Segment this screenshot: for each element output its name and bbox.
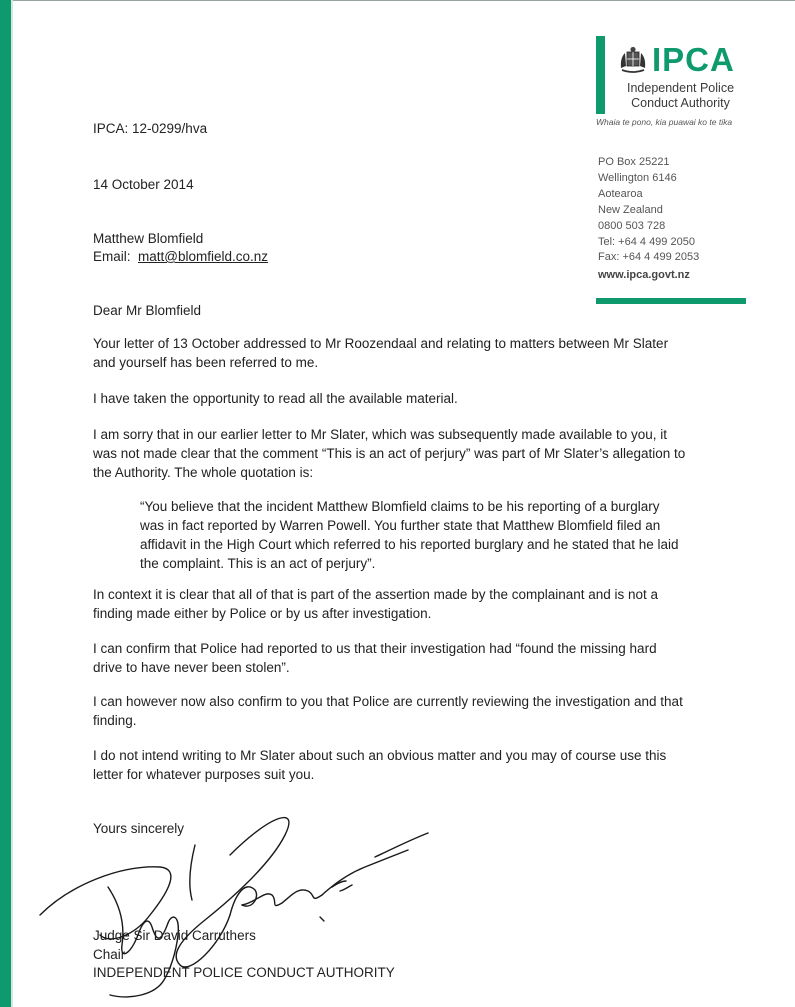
reference-number: IPCA: 12-0299/hva bbox=[93, 121, 208, 136]
salutation: Dear Mr Blomfield bbox=[93, 303, 202, 318]
paragraph-line: was not made clear that the comment “This is an act of perjury” was part of Mr Slater’s allegation to bbox=[93, 446, 686, 461]
paragraph-line: and yourself has been referred to me. bbox=[93, 355, 319, 370]
address-line: PO Box 25221 bbox=[598, 156, 670, 168]
recipient-name: Matthew Blomfield bbox=[93, 231, 204, 246]
address-line: Wellington 6146 bbox=[598, 172, 677, 184]
logo-subtitle-line-1: Independent Police bbox=[626, 81, 735, 95]
paragraph-4 bbox=[93, 585, 703, 623]
fax-number: Fax: +64 4 499 2053 bbox=[598, 251, 700, 263]
logo-green-bar bbox=[596, 36, 605, 114]
quotation-block bbox=[140, 497, 720, 573]
quotation-line: was in fact reported by Warren Powell. You further state that Matthew Blomfield filed an bbox=[140, 518, 661, 533]
website-link[interactable]: www.ipca.govt.nz bbox=[598, 269, 690, 281]
paragraph-line: I am sorry that in our earlier letter to Mr Slater, which was subsequently made available to you, it bbox=[93, 427, 668, 442]
quotation-line: the complaint. This is an act of perjury”. bbox=[140, 556, 376, 571]
postal-address bbox=[598, 154, 677, 218]
signatory-organisation: INDEPENDENT POLICE CONDUCT AUTHORITY bbox=[93, 965, 395, 980]
logo-wordmark: IPCA bbox=[652, 41, 735, 78]
left-margin-bar bbox=[0, 0, 11, 1007]
paragraph-6 bbox=[93, 692, 703, 730]
paragraph-line: finding made either by Police or by us after investigation. bbox=[93, 606, 432, 621]
closing: Yours sincerely bbox=[93, 821, 185, 836]
paragraph-1 bbox=[93, 334, 703, 372]
address-line: Aotearoa bbox=[598, 188, 643, 200]
paragraph-line: Your letter of 13 October addressed to Mr Roozendaal and relating to matters between Mr Slater bbox=[93, 336, 669, 351]
ipca-logo bbox=[596, 36, 746, 114]
email-link[interactable]: matt@blomfield.co.nz bbox=[138, 249, 269, 264]
address-line: New Zealand bbox=[598, 204, 663, 216]
email-label: Email: bbox=[93, 249, 131, 264]
paragraph-3 bbox=[93, 425, 703, 482]
paragraph-5 bbox=[93, 639, 703, 677]
logo-motto: Whaia te pono, kia puawai ko te tika bbox=[596, 117, 733, 127]
paragraph-7 bbox=[93, 746, 703, 784]
paragraph-line: I have taken the opportunity to read all the available material. bbox=[93, 391, 458, 406]
telephone-number: Tel: +64 4 499 2050 bbox=[598, 235, 695, 248]
letter-date: 14 October 2014 bbox=[93, 177, 194, 192]
logo-subtitle bbox=[618, 81, 743, 111]
paragraph-line: I can however now also confirm to you that Police are currently reviewing the investigation and that bbox=[93, 694, 683, 709]
nz-coat-of-arms-icon bbox=[618, 46, 648, 74]
paragraph-line: letter for whatever purposes suit you. bbox=[93, 767, 315, 782]
paragraph-line: I do not intend writing to Mr Slater about such an obvious matter and you may of course use this bbox=[93, 748, 667, 763]
quotation-line: affidavit in the High Court which referred to his reported burglary and he stated that he laid bbox=[140, 537, 679, 552]
header-green-rule bbox=[596, 298, 746, 304]
signatory-name: Judge Sir David Carruthers bbox=[93, 928, 256, 943]
signatory-title: Chair bbox=[93, 947, 126, 962]
paragraph-line: drive to have never been stolen”. bbox=[93, 660, 290, 675]
paragraph-line: I can confirm that Police had reported to us that their investigation had “found the missing hard bbox=[93, 641, 657, 656]
paragraph-line: finding. bbox=[93, 713, 137, 728]
handwritten-signature bbox=[30, 795, 460, 1005]
paragraph-2 bbox=[93, 389, 703, 408]
page-top-border bbox=[0, 0, 795, 1]
freephone-number: 0800 503 728 bbox=[598, 220, 666, 232]
logo-subtitle-line-2: Conduct Authority bbox=[631, 96, 730, 110]
recipient-email-line bbox=[93, 247, 268, 266]
left-margin-bar-highlight bbox=[11, 0, 13, 1007]
paragraph-line: the Authority. The whole quotation is: bbox=[93, 465, 314, 480]
quotation-line: “You believe that the incident Matthew Blomfield claims to be his reporting of a burglary bbox=[140, 499, 660, 514]
paragraph-line: In context it is clear that all of that is part of the assertion made by the complainant and is not a bbox=[93, 587, 659, 602]
contact-numbers bbox=[598, 219, 699, 266]
